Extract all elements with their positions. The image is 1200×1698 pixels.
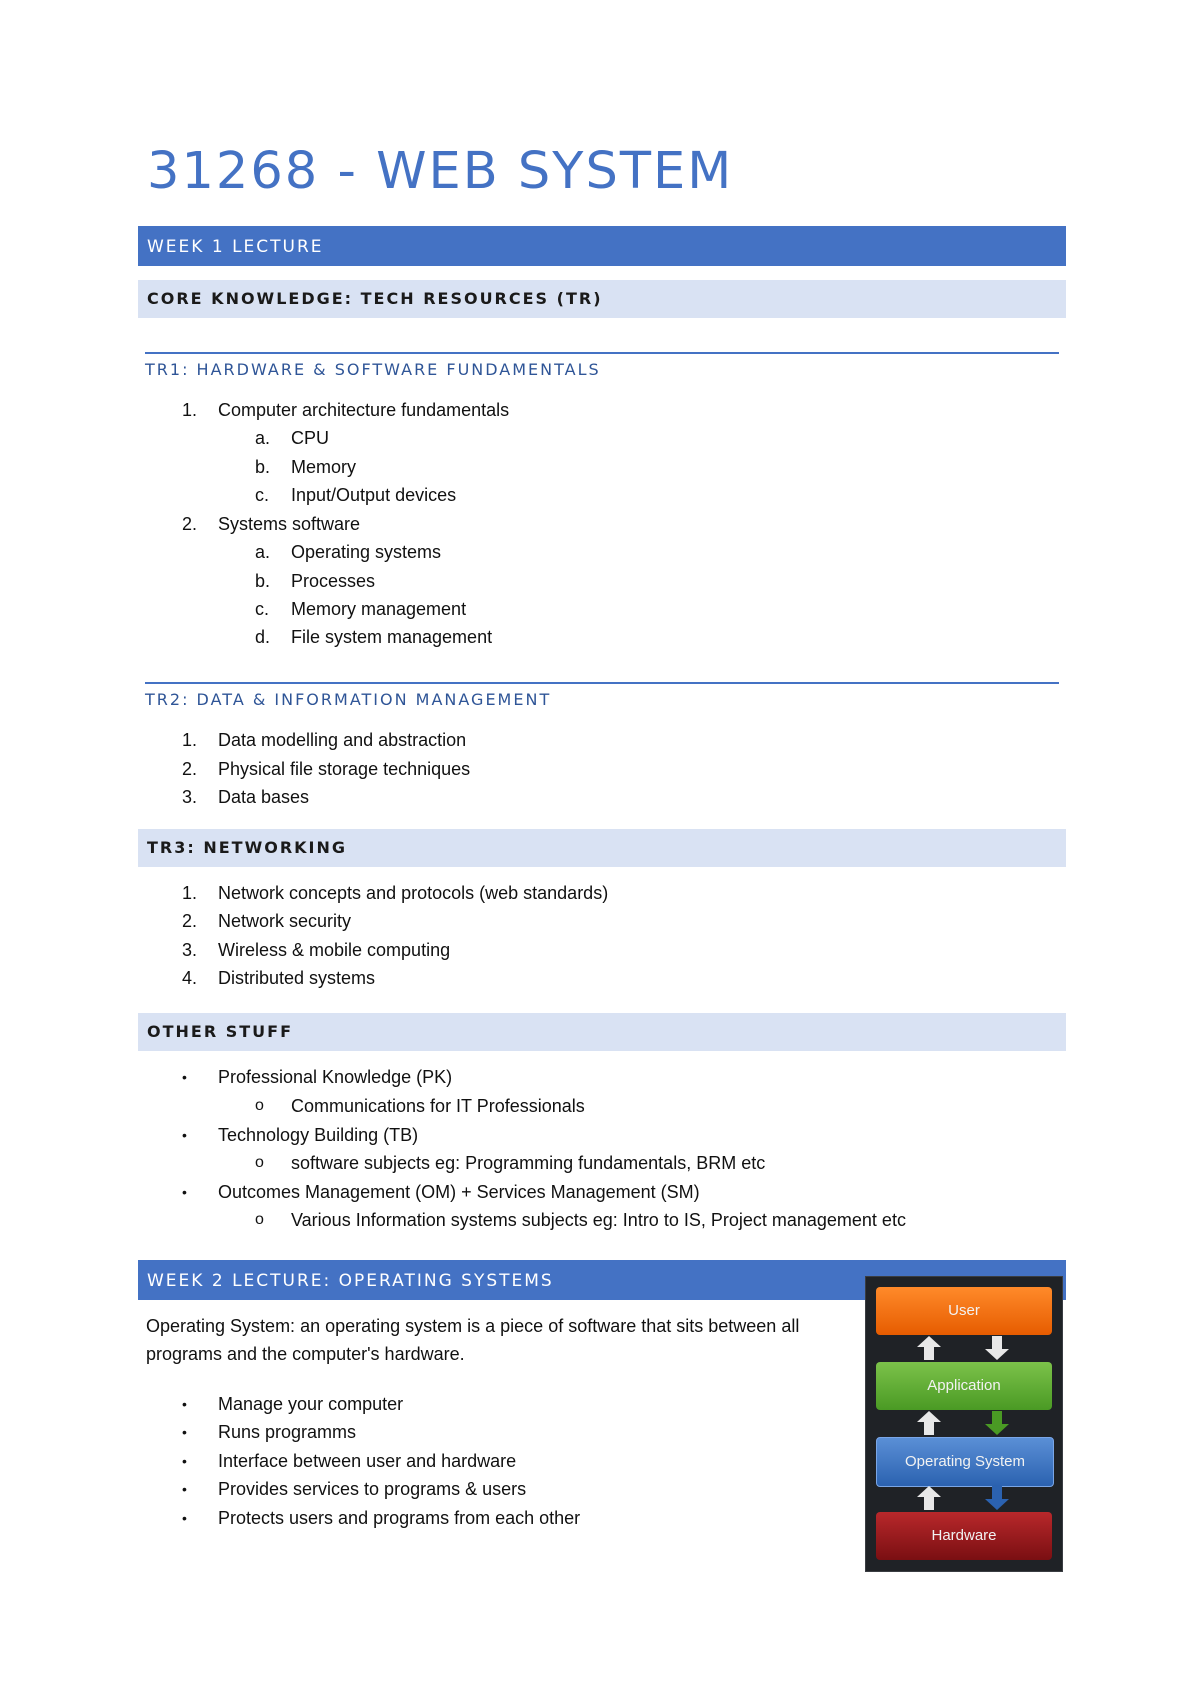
list-item-text: Distributed systems (218, 968, 376, 988)
up-arrow-icon (916, 1410, 942, 1436)
list-item (0, 1151, 1200, 1175)
list-item (0, 625, 1200, 649)
list-item (0, 1065, 1200, 1089)
list-item-text: Memory (291, 457, 357, 477)
list-item-text: Technology Building (TB) (218, 1125, 419, 1145)
list-letter: c. (255, 599, 270, 619)
list-item (0, 512, 1200, 536)
list-item (0, 1180, 1200, 1204)
bullet-icon: • (182, 1453, 187, 1469)
week2-heading: WEEK 2 LECTURE: OPERATING SYSTEMS (138, 1260, 1066, 1300)
list-item (0, 597, 1200, 621)
list-item-text: Runs programms (218, 1422, 357, 1442)
list-item (0, 966, 1200, 990)
bullet-icon: • (182, 1069, 187, 1085)
list-item (0, 483, 1200, 507)
bullet-icon: • (182, 1424, 187, 1440)
list-letter: a. (255, 542, 271, 562)
list-item (0, 569, 1200, 593)
list-letter: a. (255, 428, 271, 448)
sub-bullet-icon: o (255, 1154, 264, 1171)
sub-bullet-icon: o (255, 1097, 264, 1114)
list-item-text: Systems software (218, 514, 361, 534)
list-number: 1. (182, 883, 198, 903)
list-item-text: software subjects eg: Programming fundamentals, BRM etc (291, 1153, 766, 1173)
list-item-text: Manage your computer (218, 1394, 404, 1414)
list-item (0, 909, 1200, 933)
bullet-icon: • (182, 1396, 187, 1412)
list-item (0, 785, 1200, 809)
bullet-icon: • (182, 1184, 187, 1200)
bullet-icon: • (182, 1510, 187, 1526)
tr3-heading: TR3: NETWORKING (138, 829, 1066, 867)
user-layer: User (876, 1287, 1052, 1335)
list-item-text: Wireless & mobile computing (218, 940, 451, 960)
list-item (0, 728, 1200, 752)
list-item-text: Processes (291, 571, 376, 591)
list-number: 3. (182, 787, 198, 807)
list-item-text: Memory management (291, 599, 467, 619)
down-arrow-icon (984, 1410, 1010, 1436)
os-definition (146, 1312, 846, 1368)
list-item (0, 426, 1200, 450)
list-item-text: Communications for IT Professionals (291, 1096, 585, 1116)
list-number: 1. (182, 730, 198, 750)
up-arrow-icon (916, 1335, 942, 1361)
list-letter: d. (255, 627, 271, 647)
list-item-text: File system management (291, 627, 493, 647)
list-item-text: Interface between user and hardware (218, 1451, 517, 1471)
list-item-text: Professional Knowledge (PK) (218, 1067, 453, 1087)
list-item-text: Network security (218, 911, 352, 931)
operating-system-layer: Operating System (876, 1437, 1054, 1487)
list-item (0, 398, 1200, 422)
list-item (0, 1123, 1200, 1147)
list-item (0, 938, 1200, 962)
list-item-text: CPU (291, 428, 330, 448)
core-knowledge-heading: CORE KNOWLEDGE: TECH RESOURCES (TR) (138, 280, 1066, 318)
list-number: 1. (182, 400, 198, 420)
list-item-text: Data modelling and abstraction (218, 730, 467, 750)
list-item (0, 881, 1200, 905)
tr2-heading: TR2: DATA & INFORMATION MANAGEMENT (145, 682, 1059, 709)
list-item (0, 455, 1200, 479)
bullet-icon: • (182, 1481, 187, 1497)
list-item-text: Protects users and programs from each other (218, 1508, 581, 1528)
list-item-text: Outcomes Management (OM) + Services Management (SM) (218, 1182, 700, 1202)
os-definition-line: Operating System: an operating system is a piece of software that sits between all (146, 1316, 800, 1336)
list-item-text: Operating systems (291, 542, 442, 562)
up-arrow-icon (916, 1485, 942, 1511)
application-layer: Application (876, 1362, 1052, 1410)
list-number: 2. (182, 759, 198, 779)
list-number: 4. (182, 968, 198, 988)
list-item-text: Data bases (218, 787, 310, 807)
bullet-icon: • (182, 1127, 187, 1143)
list-letter: b. (255, 571, 271, 591)
list-item-text: Network concepts and protocols (web standards) (218, 883, 609, 903)
list-item-text: Various Information systems subjects eg: Intro to IS, Project management etc (291, 1210, 906, 1230)
list-item-text: Physical file storage techniques (218, 759, 471, 779)
week1-heading: WEEK 1 LECTURE (138, 226, 1066, 266)
sub-bullet-icon: o (255, 1211, 264, 1228)
list-number: 3. (182, 940, 198, 960)
down-arrow-icon (984, 1335, 1010, 1361)
list-item-text: Computer architecture fundamentals (218, 400, 510, 420)
os-layers-diagram (865, 1276, 1063, 1572)
down-arrow-icon (984, 1485, 1010, 1511)
list-item (0, 1094, 1200, 1118)
document-title: 31268 - WEB SYSTEM (147, 142, 734, 201)
list-number: 2. (182, 911, 198, 931)
tr1-heading: TR1: HARDWARE & SOFTWARE FUNDAMENTALS (145, 352, 1059, 379)
os-definition-line: programs and the computer's hardware. (146, 1344, 465, 1364)
list-number: 2. (182, 514, 198, 534)
list-letter: c. (255, 485, 270, 505)
list-item (0, 1208, 1200, 1232)
hardware-layer: Hardware (876, 1512, 1052, 1560)
list-item (0, 757, 1200, 781)
list-item (0, 540, 1200, 564)
list-item-text: Input/Output devices (291, 485, 457, 505)
list-item-text: Provides services to programs & users (218, 1479, 527, 1499)
other-stuff-heading: OTHER STUFF (138, 1013, 1066, 1051)
list-letter: b. (255, 457, 271, 477)
